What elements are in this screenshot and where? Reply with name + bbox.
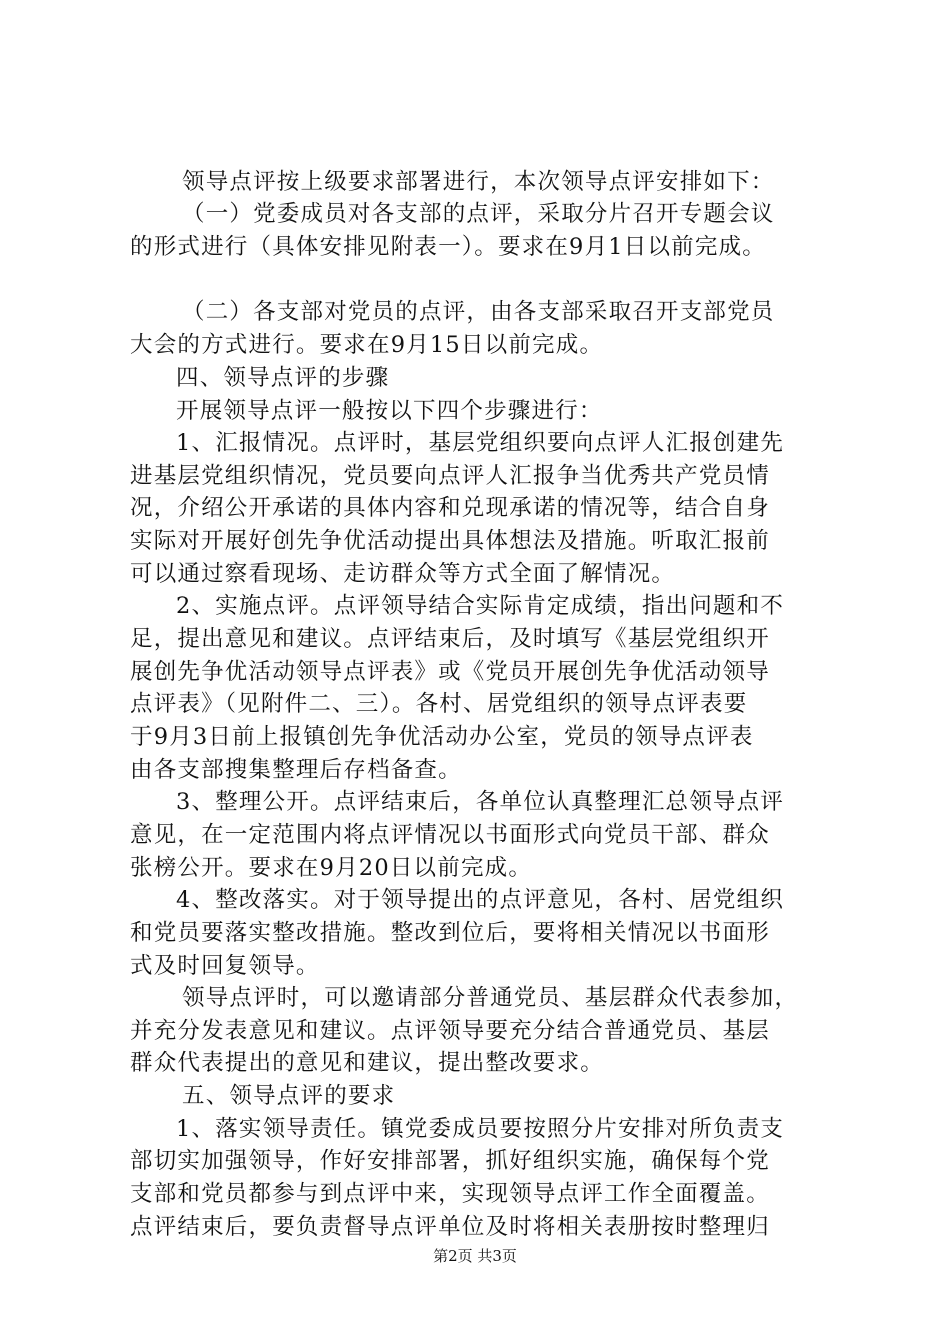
text-line: 点评表》（见附件二、三）。各村、居党组织的领导点评表要 bbox=[130, 691, 748, 717]
text-line: 领导点评按上级要求部署进行，本次领导点评安排如下： bbox=[182, 169, 775, 195]
text-line: 张榜公开。要求在9月20日以前完成。 bbox=[130, 855, 533, 881]
text-line: 的形式进行（具体安排见附表一）。要求在9月1日以前完成。 bbox=[130, 234, 766, 260]
text-line: 2、实施点评。点评领导结合实际肯定成绩，指出问题和不 bbox=[176, 593, 785, 619]
section-heading: 四、领导点评的步骤 bbox=[176, 365, 390, 391]
text-line: 大会的方式进行。要求在9月15日以前完成。 bbox=[130, 332, 604, 358]
text-line: 群众代表提出的意见和建议，提出整改要求。 bbox=[130, 1050, 605, 1076]
text-line: 部切实加强领导，作好安排部署，抓好组织实施，确保每个党 bbox=[130, 1148, 770, 1174]
text-line: 开展领导点评一般按以下四个步骤进行： bbox=[176, 398, 603, 424]
page-number-footer: 第2页 共3页 bbox=[433, 1247, 517, 1265]
text-line: 足，提出意见和建议。点评结束后，及时填写《基层党组织开 bbox=[130, 626, 770, 652]
text-line: 可以通过察看现场、走访群众等方式全面了解情况。 bbox=[130, 561, 676, 587]
text-line: 实际对开展好创先争优活动提出具体想法及措施。听取汇报前 bbox=[130, 528, 770, 554]
text-line: 况，介绍公开承诺的具体内容和兑现承诺的情况等，结合自身 bbox=[130, 495, 770, 521]
text-line: 4、整改落实。对于领导提出的点评意见，各村、居党组织 bbox=[176, 887, 785, 913]
text-line: 于9月3日前上报镇创先争优活动办公室，党员的领导点评表 bbox=[130, 724, 754, 750]
text-line: 支部和党员都参与到点评中来，实现领导点评工作全面覆盖。 bbox=[130, 1181, 770, 1207]
text-line: 由各支部搜集整理后存档备查。 bbox=[130, 757, 462, 783]
text-line: 领导点评时，可以邀请部分普通党员、基层群众代表参加， bbox=[182, 985, 799, 1011]
text-line: 并充分发表意见和建议。点评领导要充分结合普通党员、基层 bbox=[130, 1018, 770, 1044]
text-line: 3、整理公开。点评结束后，各单位认真整理汇总领导点评 bbox=[176, 789, 785, 815]
text-line: （二）各支部对党员的点评，由各支部采取召开支部党员 bbox=[182, 299, 775, 325]
text-line: 意见，在一定范围内将点评情况以书面形式向党员干部、群众 bbox=[130, 822, 770, 848]
text-line: 1、汇报情况。点评时，基层党组织要向点评人汇报创建先 bbox=[176, 430, 785, 456]
text-line: 式及时回复领导。 bbox=[130, 953, 320, 979]
text-line: 和党员要落实整改措施。整改到位后，要将相关情况以书面形 bbox=[130, 920, 770, 946]
section-heading: 五、领导点评的要求 bbox=[182, 1083, 396, 1109]
text-line: 点评结束后，要负责督导点评单位及时将相关表册按时整理归 bbox=[130, 1214, 770, 1240]
text-line: 1、落实领导责任。镇党委成员要按照分片安排对所负责支 bbox=[176, 1116, 785, 1142]
text-line: 展创先争优活动领导点评表》或《党员开展创先争优活动领导 bbox=[130, 659, 770, 685]
text-line: （一）党委成员对各支部的点评，采取分片召开专题会议 bbox=[182, 201, 775, 227]
text-line: 进基层党组织情况，党员要向点评人汇报争当优秀共产党员情 bbox=[130, 463, 770, 489]
